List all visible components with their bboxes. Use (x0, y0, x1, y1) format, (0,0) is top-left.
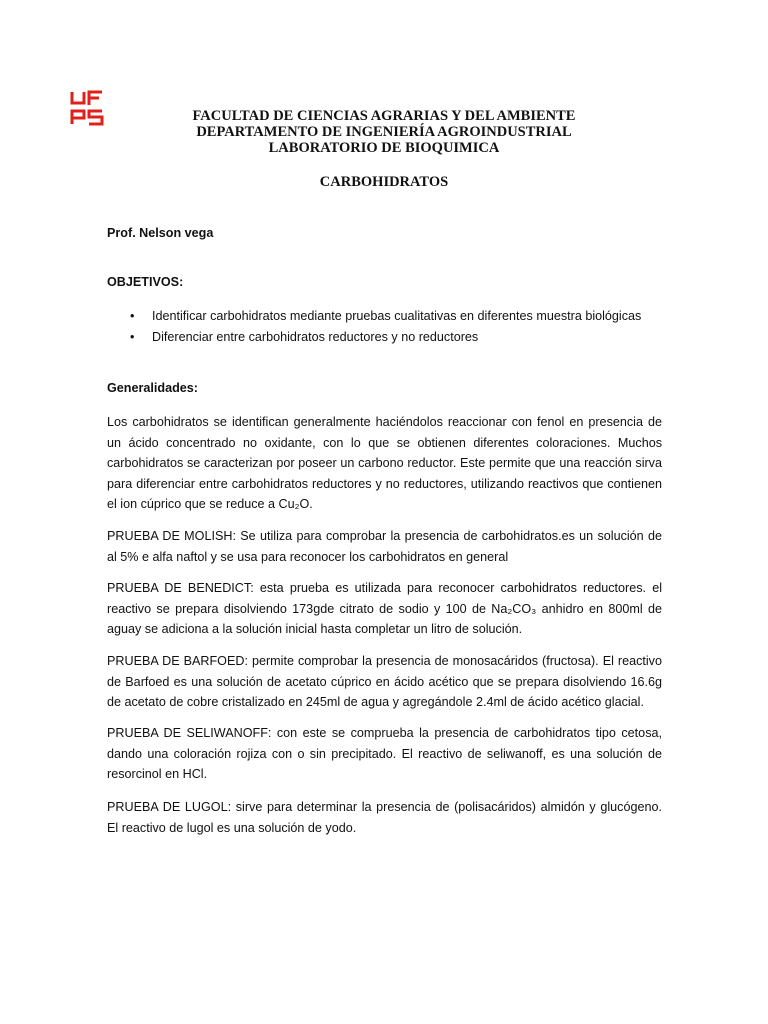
list-item (130, 327, 690, 348)
benedict-paragraph: PRUEBA DE BENEDICT: esta prueba es utilizada para reconocer carbohidratos reductores. el reactivo se prepara disolviendo 173gde citrato de sodio y 100 de Na₂CO₃ anhidro en 800ml de aguay se adiciona a la solución inicial hasta completar un litro de solución. (107, 581, 662, 636)
lugol-paragraph: PRUEBA DE LUGOL: sirve para determinar la presencia de (polisacáridos) almidón y glucógeno. El reactivo de lugol es una solución de yodo. (107, 800, 662, 835)
bullet-icon: • (130, 309, 135, 323)
department-title: DEPARTAMENTO DE INGENIERÍA AGROINDUSTRIAL (196, 124, 572, 140)
generalities-heading: Generalidades: (107, 381, 198, 395)
list-item (130, 306, 690, 327)
faculty-title: FACULTAD DE CIENCIAS AGRARIAS Y DEL AMBIENTE (192, 108, 576, 124)
objective-text: Diferenciar entre carbohidratos reductores y no reductores (152, 330, 479, 344)
barfoed-paragraph: PRUEBA DE BARFOED: permite comprobar la presencia de monosacáridos (fructosa). El reactivo de Barfoed es una solución de acetato cúprico en ácido acético que se prepara disolviendo 16.6g de acetato de cobre cristalizado en 245ml de agua y agregándole 2.4ml de ácido acético glacial. (107, 654, 662, 709)
seliwanoff-paragraph: PRUEBA DE SELIWANOFF: con este se comprueba la presencia de carbohidratos tipo cetosa, dando una coloración rojiza con o sin precipitado. El reactivo de seliwanoff, es una solución de resorcinol en HCl. (107, 726, 662, 781)
molish-paragraph: PRUEBA DE MOLISH: Se utiliza para comprobar la presencia de carbohidratos.es un solución de al 5% e alfa naftol y se usa para reconocer los carbohidratos en general (107, 529, 662, 564)
laboratory-title: LABORATORIO DE BIOQUIMICA (268, 140, 500, 156)
objective-text: Identificar carbohidratos mediante pruebas cualitativas en diferentes muestra biológicas (152, 309, 642, 323)
objectives-heading: OBJETIVOS: (107, 275, 184, 289)
professor-name: Prof. Nelson vega (107, 226, 214, 240)
objectives-list (130, 306, 690, 348)
intro-paragraph: Los carbohidratos se identifican generalmente haciéndolos reaccionar con fenol en presencia de un ácido concentrado no oxidante, con lo que se obtienen diferentes coloraciones. Muchos carbohidratos se caracterizan por poseer un carbono reductor. Este permite que una reacción sirva para diferenciar entre carbohidratos reductores y no reductores, utilizando reactivos que contienen el ion cúprico que se reduce a Cu₂O. (107, 415, 662, 511)
document-header (0, 108, 768, 156)
bullet-icon: • (130, 330, 135, 344)
section-title: CARBOHIDRATOS (319, 174, 449, 190)
